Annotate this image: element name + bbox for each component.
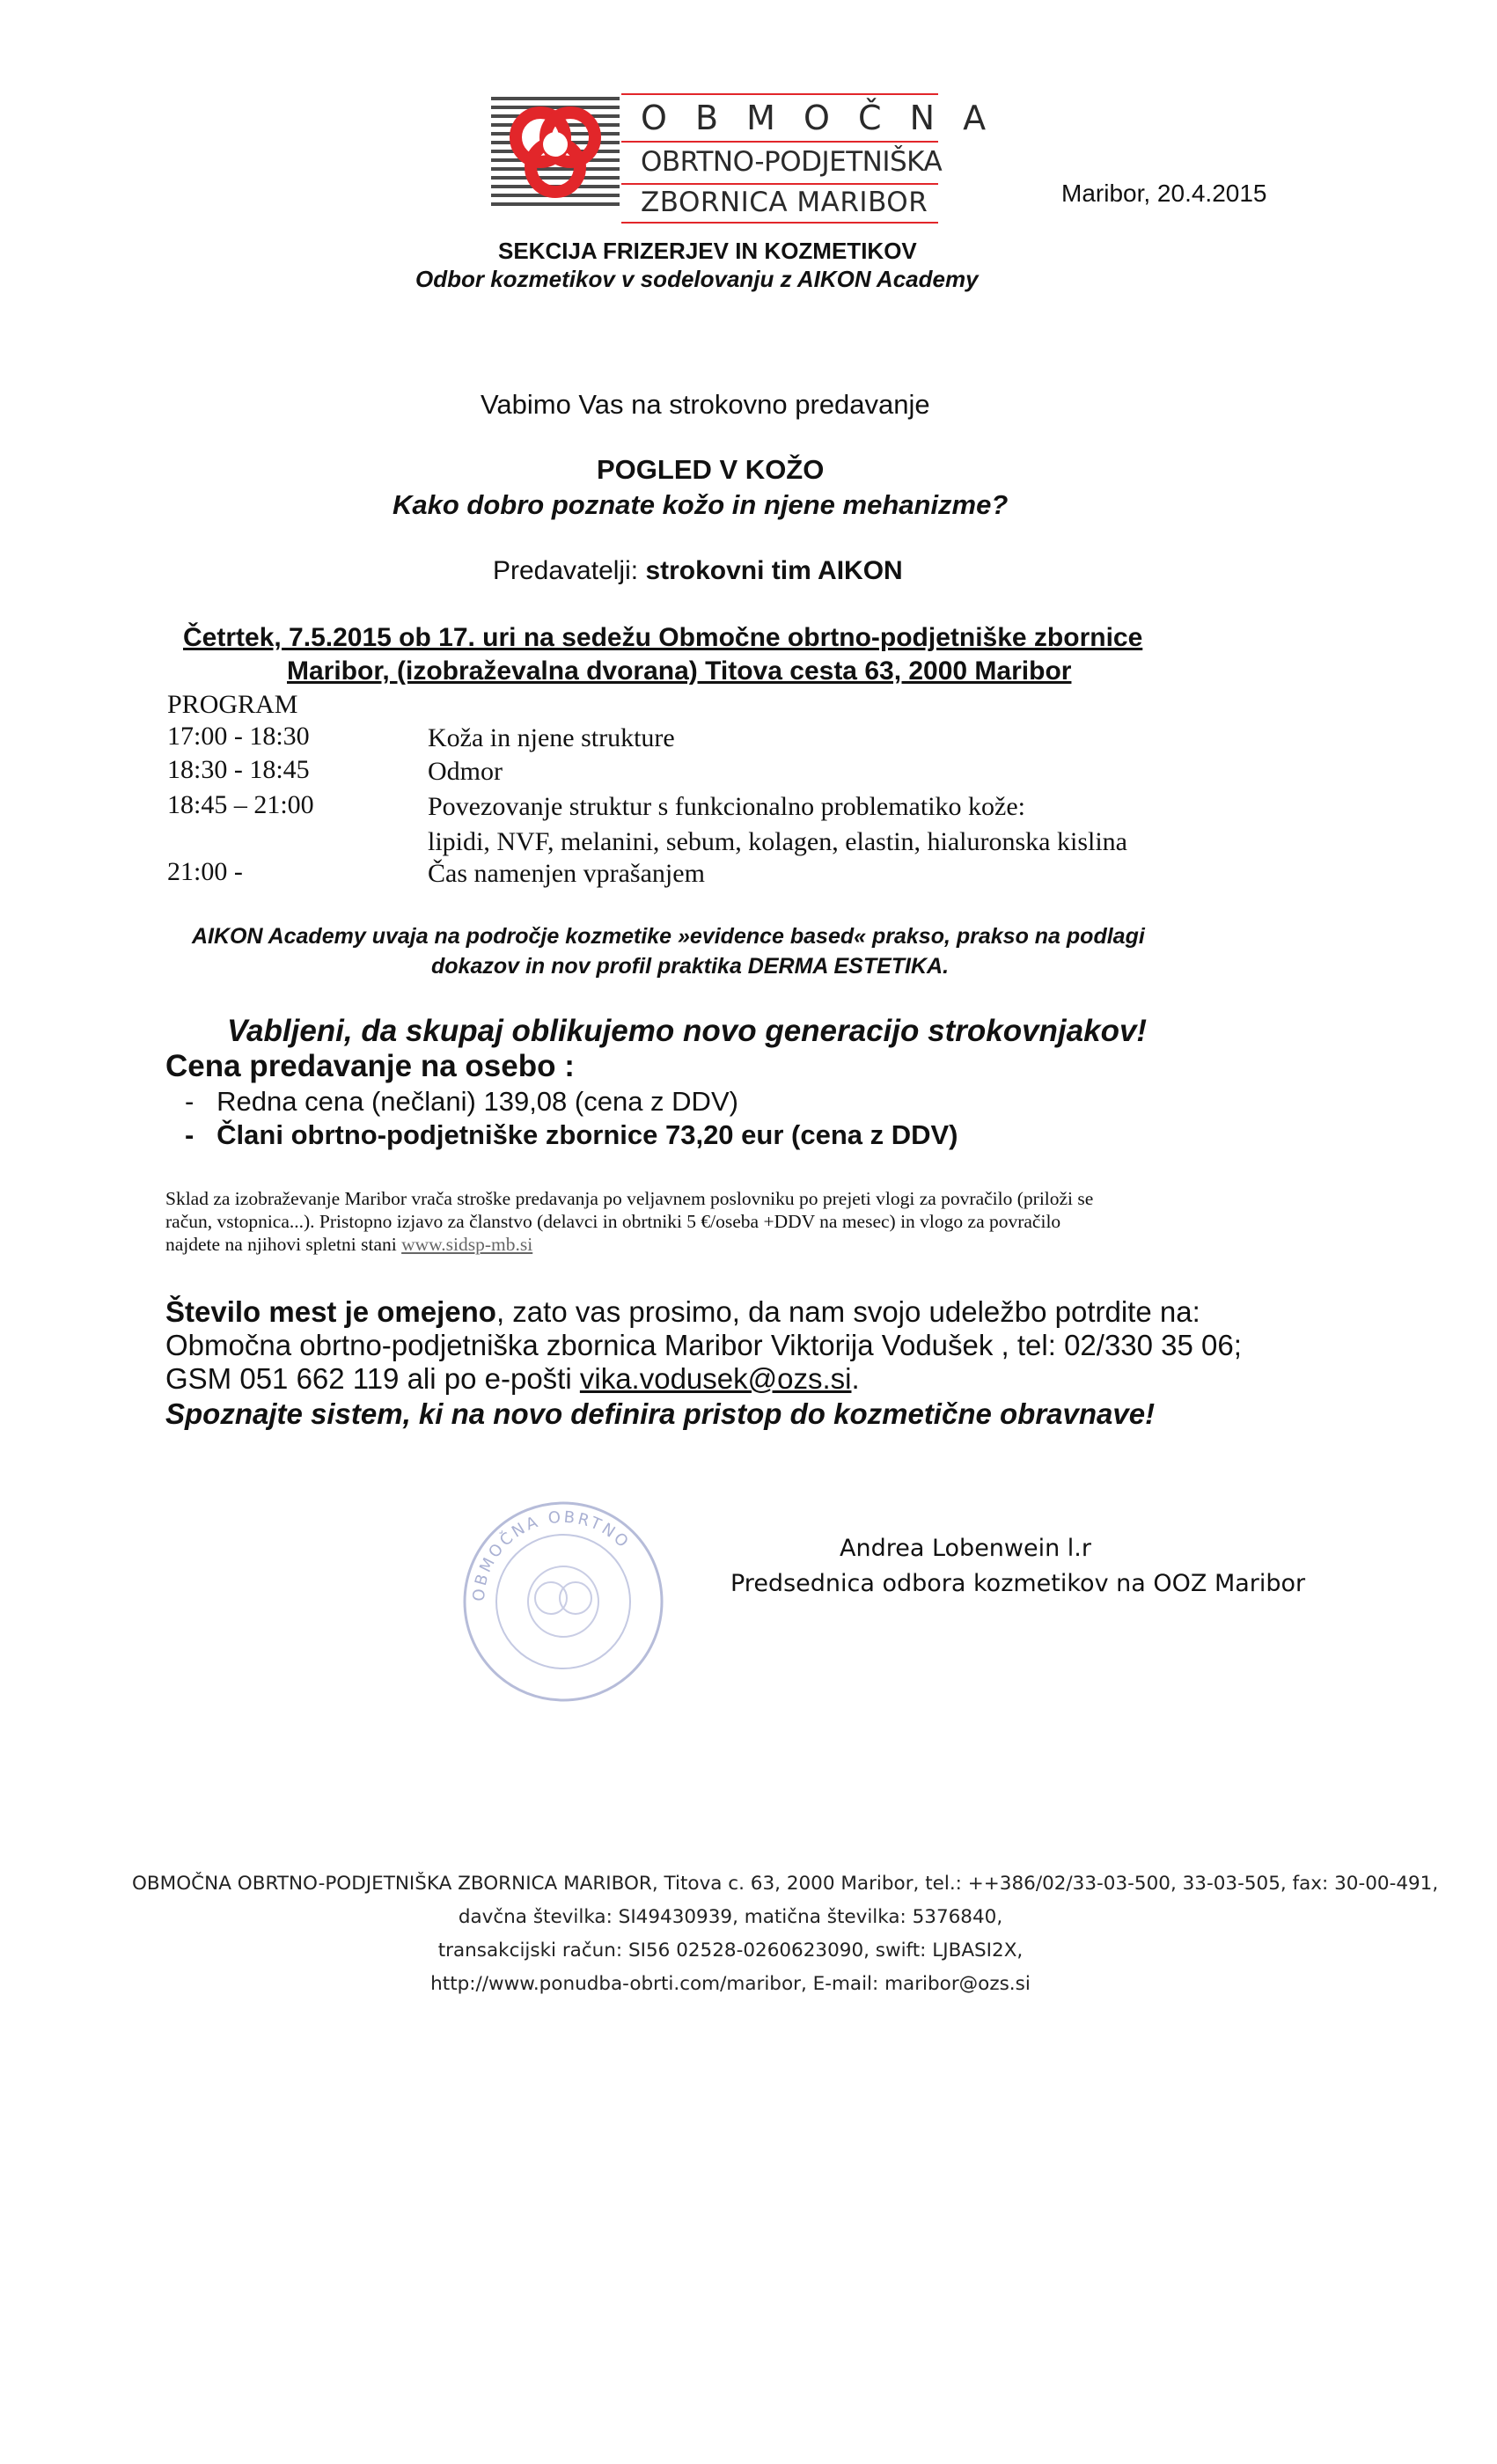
price-heading: Cena predavanje na osebo : bbox=[165, 1049, 575, 1083]
lecture-title: POGLED V KOŽO bbox=[597, 454, 825, 485]
program-time-1: 17:00 - 18:30 bbox=[167, 722, 310, 751]
program-desc-4: Čas namenjen vprašanjem bbox=[428, 859, 705, 888]
contact-period: . bbox=[851, 1362, 860, 1395]
footer-line-2: davčna številka: SI49430939, matična številka: 5376840, bbox=[458, 1906, 1003, 1928]
speakers-label: Predavatelji: bbox=[493, 556, 639, 585]
subsection-name: Odbor kozmetikov v sodelovanju z AIKON Academy bbox=[415, 266, 979, 292]
price-item-members bbox=[185, 1119, 958, 1151]
program-time-3: 18:45 – 21:00 bbox=[167, 790, 314, 819]
program-heading: PROGRAM bbox=[167, 690, 298, 719]
logo-line-1: O B M O Č N A bbox=[641, 99, 995, 137]
logo-rule-top bbox=[621, 93, 938, 95]
program-desc-3-detail: lipidi, NVF, melanini, sebum, kolagen, elastin, hialuronska kislina bbox=[428, 827, 1127, 856]
stamp-seal-icon bbox=[458, 1496, 669, 1707]
footer-line-3: transakcijski račun: SI56 02528-0260623090, swift: LJBASI2X, bbox=[437, 1940, 1024, 1962]
document-date: Maribor, 20.4.2015 bbox=[1061, 180, 1267, 207]
signatory-role: Predsednica odbora kozmetikov na OOZ Maribor bbox=[730, 1570, 1306, 1597]
fund-note-prefix: najdete na njihovi spletni stani bbox=[165, 1234, 397, 1255]
fund-note-line-3 bbox=[165, 1234, 532, 1256]
logo-rule-mid bbox=[621, 141, 938, 143]
event-date-location: Četrtek, 7.5.2015 ob 17. uri na sedežu Območne obrtno-podjetniške zbornice bbox=[183, 623, 1143, 652]
chamber-logo bbox=[489, 92, 621, 215]
logo-line-2: OBRTNO-PODJETNIŠKA bbox=[641, 146, 943, 178]
footer-line-1: OBMOČNA OBRTNO-PODJETNIŠKA ZBORNICA MARIBOR, Titova c. 63, 2000 Maribor, tel.: ++386/02/33-03-500, 33-03-505, fax: 30-00-491, bbox=[132, 1873, 1439, 1895]
price-bullet-2: - bbox=[185, 1119, 217, 1150]
price-bullet-1: - bbox=[185, 1086, 217, 1117]
contact-request: , zato vas prosimo, da nam svojo udeležbo potrdite na: bbox=[495, 1295, 1200, 1328]
program-desc-2: Odmor bbox=[428, 757, 503, 786]
academy-note-line-1: AIKON Academy uvaja na področje kozmetike »evidence based« prakso, prakso na podlagi bbox=[192, 924, 1145, 949]
contact-line-2: Območna obrtno-podjetniška zbornica Maribor Viktorija Vodušek , tel: 02/330 35 06; bbox=[165, 1329, 1242, 1361]
program-time-2: 18:30 - 18:45 bbox=[167, 755, 310, 784]
section-name: SEKCIJA FRIZERJEV IN KOZMETIKOV bbox=[498, 238, 917, 264]
contact-line-3 bbox=[165, 1362, 860, 1396]
fund-website-link[interactable]: www.sidsp-mb.si bbox=[401, 1234, 533, 1255]
logo-rule-bottom bbox=[621, 222, 938, 224]
price-regular-text: Redna cena (nečlani) 139,08 (cena z DDV) bbox=[216, 1086, 738, 1117]
welcome-line: Vabljeni, da skupaj oblikujemo novo generacijo strokovnjakov! bbox=[227, 1014, 1148, 1048]
speakers-line bbox=[493, 556, 903, 586]
contact-email-link[interactable]: vika.vodusek@ozs.si bbox=[579, 1362, 852, 1395]
fund-note-line-2: račun, vstopnica...). Pristopno izjavo za članstvo (delavci in obrtniki 5 €/oseba +DDV na mesec) in vlogo za povračilo bbox=[165, 1211, 1061, 1232]
signatory-name: Andrea Lobenwein l.r bbox=[840, 1535, 1091, 1562]
official-stamp bbox=[458, 1496, 669, 1707]
footer-line-4: http://www.ponudba-obrti.com/maribor, E-mail: maribor@ozs.si bbox=[430, 1973, 1031, 1995]
logo-line-3: ZBORNICA MARIBOR bbox=[641, 187, 928, 218]
speakers-name: strokovni tim AIKON bbox=[645, 556, 903, 585]
closing-slogan: Spoznajte sistem, ki na novo definira pristop do kozmetične obravnave! bbox=[165, 1397, 1156, 1430]
contact-line-1 bbox=[165, 1295, 1200, 1329]
invite-intro: Vabimo Vas na strokovno predavanje bbox=[481, 389, 930, 420]
seats-limited: Število mest je omejeno bbox=[165, 1295, 496, 1328]
program-desc-1: Koža in njene strukture bbox=[428, 723, 675, 752]
fund-note-line-1: Sklad za izobraževanje Maribor vrača stroške predavanja po veljavnem poslovniku po prejeti vlogi za povračilo (priloži se bbox=[165, 1188, 1094, 1209]
lecture-subtitle: Kako dobro poznate kožo in njene mehanizme? bbox=[393, 489, 1009, 520]
program-time-4: 21:00 - bbox=[167, 857, 243, 886]
chamber-logo-icon bbox=[489, 92, 621, 215]
price-item-regular bbox=[185, 1086, 738, 1118]
contact-gsm: GSM 051 662 119 ali po e-pošti bbox=[165, 1362, 572, 1395]
academy-note-line-2: dokazov in nov profil praktika DERMA ESTETIKA. bbox=[431, 954, 950, 979]
logo-rule-low bbox=[621, 183, 938, 185]
event-address: Maribor, (izobraževalna dvorana) Titova cesta 63, 2000 Maribor bbox=[287, 656, 1072, 686]
svg-text:OBMOČNA OBRTNO bbox=[470, 1508, 634, 1602]
price-members-text: Člani obrtno-podjetniške zbornice 73,20 eur (cena z DDV) bbox=[216, 1119, 958, 1150]
stamp-text: OBMOČNA OBRTNO bbox=[469, 1507, 634, 1602]
program-desc-3: Povezovanje struktur s funkcionalno problematiko kože: bbox=[428, 792, 1025, 821]
